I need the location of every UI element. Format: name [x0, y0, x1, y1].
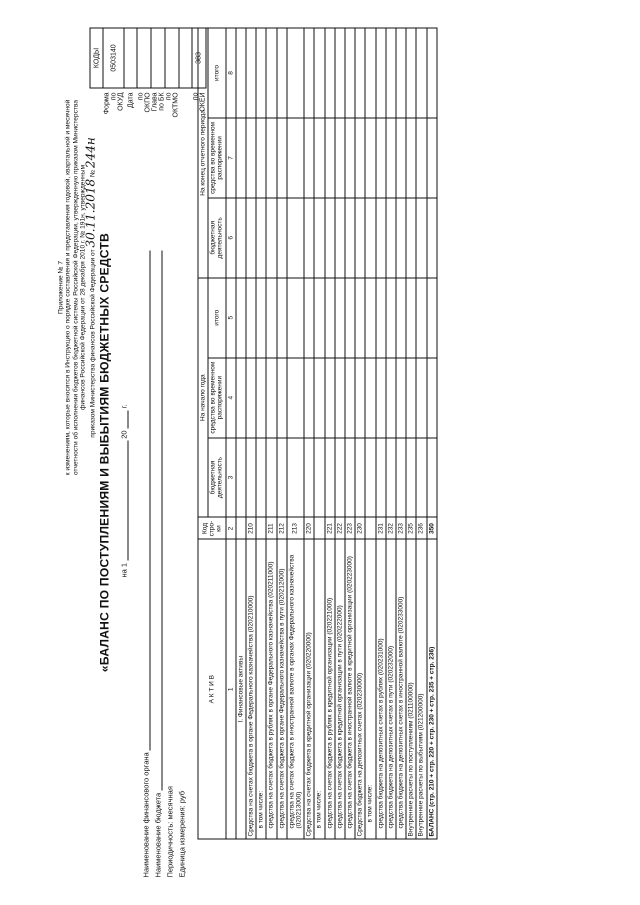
balance-table	[198, 28, 438, 840]
table-row	[325, 28, 335, 839]
value-cell	[386, 28, 396, 118]
value-cell	[365, 358, 375, 438]
value-cell	[314, 358, 324, 438]
value-cell	[246, 28, 256, 118]
empty-cell	[236, 28, 246, 118]
budget-label: Наименование бюджета	[153, 792, 163, 878]
row-code: 220	[304, 518, 314, 540]
value-cell	[325, 438, 335, 518]
value-cell	[314, 438, 324, 518]
subheader-temp: средства во временном распоряжении	[208, 118, 225, 198]
value-cell	[427, 438, 437, 518]
value-cell	[277, 278, 287, 358]
value-cell	[386, 278, 396, 358]
value-cell	[345, 358, 355, 438]
row-name: Средства бюджета на депозитных счетах (020230000)	[355, 539, 365, 839]
value-cell	[287, 28, 304, 118]
table-row	[287, 28, 304, 839]
table-row	[277, 28, 287, 839]
row-code: 210	[246, 518, 256, 540]
appendix-number: Приложение № 7	[57, 260, 65, 315]
value-cell	[416, 438, 426, 518]
value-cell	[266, 278, 276, 358]
codes-title: КОДЫ	[90, 28, 103, 88]
table-row	[314, 28, 324, 839]
column-number: 4	[226, 358, 236, 438]
value-cell	[287, 358, 304, 438]
value-cell	[427, 358, 437, 438]
value-cell	[304, 28, 314, 118]
period-label: Периодичность: месячная	[165, 786, 175, 878]
subheader-total: итого	[208, 28, 225, 118]
unit-label: Единица измерения: руб	[177, 790, 187, 878]
table-row	[406, 28, 416, 839]
value-cell	[256, 198, 266, 278]
value-cell	[266, 358, 276, 438]
empty-cell	[236, 118, 246, 198]
column-number: 1	[226, 539, 236, 839]
table-row	[266, 28, 276, 839]
row-code: 222	[335, 518, 345, 540]
row-name: средства на счетах бюджета в иностранной валюте в кредитной организации (020223000)	[345, 539, 355, 839]
value-cell	[335, 198, 345, 278]
value-cell	[355, 438, 365, 518]
value-cell	[365, 438, 375, 518]
subheader-total: итого	[208, 278, 225, 358]
row-name: в том числе:	[314, 539, 324, 839]
value-cell	[266, 118, 276, 198]
value-cell	[304, 118, 314, 198]
value-cell	[386, 438, 396, 518]
code-label: по ОКПО	[137, 92, 151, 113]
value-cell	[376, 358, 386, 438]
row-code: 231	[376, 518, 386, 540]
empty-cell	[236, 358, 246, 438]
empty-cell	[236, 198, 246, 278]
handwritten-date: 30.11.2018	[83, 178, 98, 248]
code-label: Глава по БК	[151, 92, 165, 112]
column-number: 5	[226, 278, 236, 358]
value-cell	[304, 438, 314, 518]
value-cell	[355, 28, 365, 118]
column-number: 7	[226, 118, 236, 198]
code-value	[179, 28, 192, 88]
value-cell	[365, 278, 375, 358]
value-cell	[365, 28, 375, 118]
empty-cell	[236, 438, 246, 518]
row-name: средства на счетах бюджета в кредитной организации в пути (020222000)	[335, 539, 345, 839]
section-title: I. Финансовые активы	[236, 539, 246, 839]
value-cell	[246, 278, 256, 358]
table-row	[386, 28, 396, 839]
table-row	[345, 28, 355, 839]
value-cell	[287, 118, 304, 198]
value-cell	[287, 198, 304, 278]
value-cell	[427, 28, 437, 118]
code-label: по ОКЕИ	[192, 92, 206, 112]
value-cell	[246, 358, 256, 438]
report-year-blank	[120, 410, 129, 428]
value-cell	[406, 118, 416, 198]
section-row	[236, 28, 246, 839]
row-code: 213	[287, 518, 304, 540]
value-cell	[256, 118, 266, 198]
value-cell	[406, 438, 416, 518]
value-cell	[416, 198, 426, 278]
value-cell	[266, 198, 276, 278]
table-row	[304, 28, 314, 839]
column-number: 3	[226, 438, 236, 518]
value-cell	[277, 358, 287, 438]
value-cell	[365, 118, 375, 198]
codes-table	[90, 28, 207, 118]
value-cell	[325, 198, 335, 278]
value-cell	[345, 28, 355, 118]
value-cell	[256, 28, 266, 118]
report-year-suffix: г.	[119, 404, 129, 409]
value-cell	[335, 278, 345, 358]
row-code	[365, 518, 375, 540]
value-cell	[314, 28, 324, 118]
value-cell	[304, 278, 314, 358]
row-code: 212	[277, 518, 287, 540]
value-cell	[256, 278, 266, 358]
value-cell	[427, 118, 437, 198]
appendix-line: к изменениям, которые вносятся в Инструкцию о порядке составления и представления годовой, квартальной и месячной	[64, 99, 72, 476]
value-cell	[325, 278, 335, 358]
value-cell	[416, 28, 426, 118]
row-code: 350	[427, 518, 437, 540]
budget-blank	[154, 251, 163, 791]
value-cell	[355, 358, 365, 438]
row-code: 211	[266, 518, 276, 540]
value-cell	[335, 118, 345, 198]
code-value	[124, 28, 137, 88]
row-code: 230	[355, 518, 365, 540]
organ-blank	[142, 250, 151, 750]
row-name: Внутренние расчеты по поступлениям (021100000)	[406, 539, 416, 839]
row-code	[314, 518, 324, 540]
value-cell	[376, 198, 386, 278]
value-cell	[416, 358, 426, 438]
value-cell	[325, 358, 335, 438]
row-name: средства на счетах бюджета в иностранной валюте в органах Федерального казначейства (020213000)	[287, 539, 304, 839]
table-row	[427, 28, 437, 839]
code-label	[179, 88, 192, 118]
row-code: 236	[416, 518, 426, 540]
value-cell	[325, 118, 335, 198]
table-row	[355, 28, 365, 839]
number-sign: №	[89, 169, 97, 177]
table-row	[246, 28, 256, 839]
col-header-code: Код стро-ки	[198, 518, 226, 540]
value-cell	[314, 118, 324, 198]
table-row	[416, 28, 426, 839]
value-cell	[335, 358, 345, 438]
col-header-aktiv: А К Т И В	[198, 539, 226, 839]
value-cell	[416, 118, 426, 198]
page-title: «БАЛАНС ПО ПОСТУПЛЕНИЯМ И ВЫБЫТИЯМ БЮДЖЕТНЫХ СРЕДСТВ	[97, 232, 112, 673]
report-date-blank	[120, 441, 129, 561]
value-cell	[287, 278, 304, 358]
value-cell	[314, 278, 324, 358]
row-code	[256, 518, 266, 540]
value-cell	[246, 118, 256, 198]
code-value	[137, 28, 151, 88]
row-name: средства бюджета на депозитных счетах в пути (020232000)	[386, 539, 396, 839]
value-cell	[376, 118, 386, 198]
report-year-prefix: 20	[119, 430, 129, 439]
row-code: 221	[325, 518, 335, 540]
value-cell	[396, 438, 406, 518]
report-date-label: на 1	[119, 562, 129, 578]
organ-line	[142, 250, 151, 877]
organ-label: Наименование финансового органа	[141, 752, 151, 878]
value-cell	[376, 278, 386, 358]
row-code: 232	[386, 518, 396, 540]
value-cell	[396, 118, 406, 198]
value-cell	[396, 358, 406, 438]
subheader-budget: бюджетная деятельность	[208, 198, 225, 278]
value-cell	[406, 358, 416, 438]
column-number: 8	[226, 28, 236, 118]
budget-line	[154, 251, 163, 878]
value-cell	[246, 438, 256, 518]
row-name: в том числе:	[365, 539, 375, 839]
code-label: Форма по ОКУД	[103, 92, 124, 115]
column-number: 2	[226, 518, 236, 540]
column-numbers-row	[226, 28, 236, 839]
value-cell	[386, 198, 396, 278]
row-name: средства на счетах бюджета в рублях в органе Федерального казначейства (020211000)	[266, 539, 276, 839]
value-cell	[406, 278, 416, 358]
row-name: Средства на счетах бюджета в органе Федерального казначейства (020210000)	[246, 539, 256, 839]
value-cell	[304, 198, 314, 278]
value-cell	[287, 438, 304, 518]
row-name: средства на счетах бюджета в рублях в кредитной организации (020221000)	[325, 539, 335, 839]
empty-cell	[236, 518, 246, 540]
value-cell	[256, 358, 266, 438]
table-row	[335, 28, 345, 839]
value-cell	[335, 28, 345, 118]
value-cell	[406, 198, 416, 278]
appendix-order-text: приказом Министерства финансов Российской Федерации от	[89, 249, 97, 438]
row-code: 223	[345, 518, 355, 540]
value-cell	[427, 198, 437, 278]
value-cell	[396, 28, 406, 118]
row-code: 233	[396, 518, 406, 540]
handwritten-number: 244н	[83, 137, 98, 169]
row-name: средства бюджета на депозитных счетах в иностранной валюте (020233000)	[396, 539, 406, 839]
value-cell	[355, 118, 365, 198]
value-cell	[335, 438, 345, 518]
value-cell	[256, 438, 266, 518]
col-header-end: На конец отчетного периода	[198, 28, 208, 278]
column-number: 6	[226, 198, 236, 278]
value-cell	[427, 278, 437, 358]
value-cell	[277, 198, 287, 278]
value-cell	[386, 358, 396, 438]
code-value: 0503140	[103, 28, 124, 88]
code-label: Дата	[127, 92, 134, 108]
row-name: в том числе:	[256, 539, 266, 839]
value-cell	[266, 438, 276, 518]
subheader-budget: бюджетная деятельность	[208, 438, 225, 518]
value-cell	[277, 438, 287, 518]
row-name: средства на счетах бюджета в органе Федерального казначейства в пути (020212000)	[277, 539, 287, 839]
document-sheet	[58, 28, 583, 878]
value-cell	[396, 278, 406, 358]
table-row	[256, 28, 266, 839]
value-cell	[416, 278, 426, 358]
value-cell	[304, 358, 314, 438]
code-value	[151, 28, 165, 88]
codes-spacer	[90, 88, 103, 118]
value-cell	[376, 28, 386, 118]
value-cell	[355, 198, 365, 278]
appendix-line: финансов Российской Федерации от 28 декабря 2010 г. № 191н, утвержденным	[79, 164, 87, 411]
report-date-line	[120, 404, 129, 577]
value-cell	[345, 198, 355, 278]
value-cell	[365, 198, 375, 278]
value-cell	[246, 198, 256, 278]
code-label: по ОКТМО	[165, 92, 179, 118]
row-name: БАЛАНС (стр. 210 + стр. 220 + стр. 230 + стр. 235 + стр. 236)	[427, 539, 437, 839]
row-name: Средства на счетах бюджета в кредитной организации (020220000)	[304, 539, 314, 839]
value-cell	[277, 118, 287, 198]
value-cell	[266, 28, 276, 118]
value-cell	[345, 118, 355, 198]
value-cell	[355, 278, 365, 358]
empty-cell	[236, 278, 246, 358]
value-cell	[277, 28, 287, 118]
code-value	[165, 28, 179, 88]
row-name: Внутренние расчеты по выбытиям (021200000)	[416, 539, 426, 839]
code-value: 383	[192, 28, 206, 88]
table-row	[376, 28, 386, 839]
value-cell	[325, 28, 335, 118]
balance-table-body	[236, 28, 437, 839]
table-row	[365, 28, 375, 839]
col-header-start: На начало года	[198, 278, 208, 518]
subheader-temp: средства во временном распоряжении	[208, 358, 225, 438]
value-cell	[396, 198, 406, 278]
row-code: 235	[406, 518, 416, 540]
appendix-line: отчетности об исполнении бюджетов бюджетной системы Российской Федерации, утвержденную приказом Министерства	[72, 99, 80, 476]
value-cell	[376, 438, 386, 518]
row-name: средства бюджета на депозитных счетах в рублях (020231000)	[376, 539, 386, 839]
value-cell	[314, 198, 324, 278]
value-cell	[345, 278, 355, 358]
table-row	[396, 28, 406, 839]
value-cell	[345, 438, 355, 518]
value-cell	[386, 118, 396, 198]
value-cell	[406, 28, 416, 118]
